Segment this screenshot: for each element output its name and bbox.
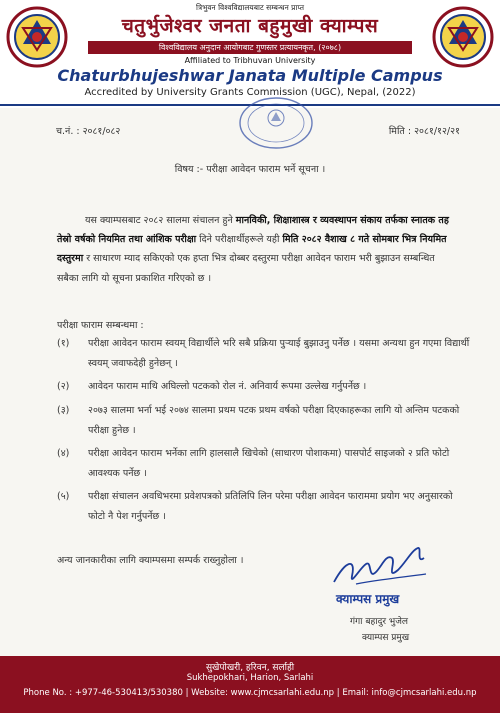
separator: | [185, 688, 189, 698]
contact-line [0, 688, 500, 698]
signer-name: गंगा बहादुर भुजेल [350, 617, 409, 627]
body-bold-text: मिति २०८२ वैशाख ८ गते सोमबार भित्र नियमित दस्तुरमा [57, 234, 447, 265]
body-text: र साधारण म्याद सकिएको एक हप्ता भित्र दोब्बर दस्तुरमा परीक्षा आवेदन फाराम भरी बुझाउन सम्बन्धित सबैका लागि यो सूचना प्रकाशित गरिएको छ । [57, 253, 435, 284]
notice-body [57, 211, 457, 288]
address-en: Sukhepokhari, Harion, Sarlahi [186, 673, 314, 683]
list-item [57, 487, 472, 527]
footer [0, 656, 500, 713]
contact-note: अन्य जानकारीका लागि क्याम्पसमा सम्पर्क राख्नुहोला । [57, 555, 244, 566]
signer-role: क्याम्पस प्रमुख [362, 633, 410, 643]
list-item [57, 401, 472, 441]
body-text: यस क्याम्पसबाट २०८२ सालमा संचालन हुने [85, 215, 236, 226]
notice-date: मिति : २०८१/१२/२१ [388, 126, 460, 137]
item-text: परीक्षा आवेदन फाराम स्वयम् विद्यार्थीले भरि सबै प्रक्रिया पुऱ्याई बुझाउनु पर्नेछ । यसमा अन्यथा हुन गएमा विद्यार्थी स्वयम् जवाफदेही हुनेछन् । [88, 338, 470, 369]
item-number: (१) [57, 338, 70, 349]
item-text: आवेदन फाराम माथि अघिल्लो पटकको रोल नं. अनिवार्य रूपमा उल्लेख गर्नुपर्नेछ । [88, 381, 367, 392]
separator: | [336, 688, 340, 698]
campus-name-np: चतुर्भुजेश्वर जनता बहुमुखी क्याम्पस [121, 15, 379, 37]
affiliation-en: Affiliated to Tribhuvan University [184, 56, 316, 65]
affiliation-np: त्रिभुवन विश्वविद्यालयबाट सम्बन्धन प्राप्त [196, 3, 304, 12]
office-stamp-icon [238, 96, 314, 150]
address-np: सुखेपोखरी, हरिवन, सर्लाही [205, 663, 295, 673]
phone-number: Phone No. : +977-46-530413/530380 [23, 688, 183, 698]
signature-title: क्याम्पस प्रमुख [336, 592, 400, 606]
reference-number: च.नं. : २०८१/०८२ [56, 126, 121, 137]
body-bold-text: मानविकी, शिक्षाशास्त्र र व्यवस्थापन संकाय तर्फका स्नातक तह तेस्रो वर्षको नियमित तथा आंशिक परीक्षा [57, 215, 449, 246]
item-number: (४) [57, 448, 70, 459]
list-item [57, 444, 472, 484]
approval-banner: विश्वविद्यालय अनुदान आयोगबाट गुणस्तर प्रत्यायनकृत, (२०७८) [88, 41, 412, 54]
campus-logo-icon [432, 6, 494, 68]
section-heading: परीक्षा फाराम सम्बन्धमा : [57, 320, 144, 331]
website-link[interactable]: Website: www.cjmcsarlahi.edu.np [191, 688, 335, 698]
list-item [57, 334, 472, 374]
body-text: दिने परीक्षार्थीहरूले यही [196, 234, 283, 246]
accreditation-text: Accredited by University Grants Commission (UGC), Nepal, (2022) [84, 87, 416, 98]
item-number: (५) [57, 491, 70, 502]
item-number: (३) [57, 405, 70, 416]
item-text: परीक्षा संचालन अवधिभरमा प्रवेशपत्रको प्रतिलिपि लिन परेमा परीक्षा आवेदन फाराममा प्रयोग भए अनुसारको फोटो नै पेश गर्नुपर्नेछ । [88, 491, 453, 522]
item-text: २०७३ सालमा भर्ना भई २०७४ सालमा प्रथम पटक प्रथम वर्षको परीक्षा दिएकाहरूका लागि यो अन्तिम पटकको परीक्षा हुनेछ । [88, 405, 460, 436]
letterhead [0, 0, 500, 108]
campus-name-en: Chaturbhujeshwar Janata Multiple Campus [57, 66, 443, 85]
list-item [57, 377, 472, 397]
notice-subject: विषय :- परीक्षा आवेदन फाराम भर्ने सूचना । [174, 164, 326, 175]
email-link[interactable]: Email: info@cjmcsarlahi.edu.np [342, 688, 477, 698]
item-text: परीक्षा आवेदन फाराम भर्नेका लागि हालसालै खिचेको (साधारण पोशाकमा) पासपोर्ट साइजको २ प्रति फोटो आवश्यक पर्नेछ । [88, 448, 450, 479]
item-number: (२) [57, 381, 70, 392]
campus-logo-icon [6, 6, 68, 68]
